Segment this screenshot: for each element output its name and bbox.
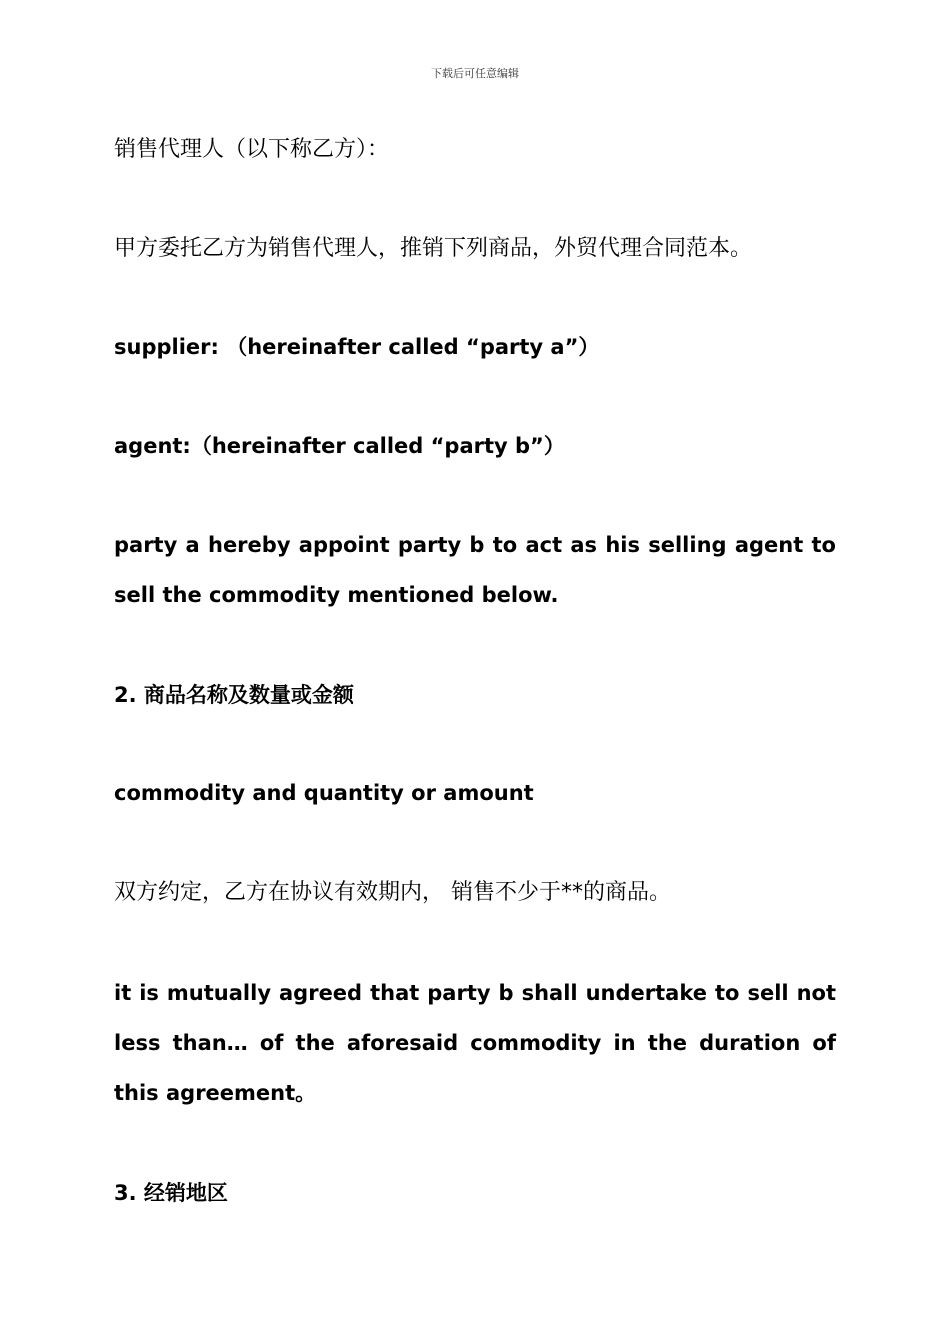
paragraph-sales-agent-zh: 销售代理人（以下称乙方）： <box>114 137 390 162</box>
paragraph-entrust-zh: 甲方委托乙方为销售代理人，推销下列商品，外贸代理合同范本。 <box>114 236 753 261</box>
paragraph-commodity-quantity: commodity and quantity or amount <box>114 781 534 805</box>
section-heading-3: 3. 经销地区 <box>114 1181 228 1205</box>
paragraph-agent: agent:（hereinafter called “party b”） <box>114 434 565 458</box>
section-heading-2: 2. 商品名称及数量或金额 <box>114 683 354 707</box>
paragraph-supplier: supplier: （hereinafter called “party a”） <box>114 335 600 359</box>
paragraph-appoint: party a hereby appoint party b to act as his selling agent to sell the commodity mentioned below. <box>114 533 836 607</box>
page-header-note: 下载后可任意编辑 <box>431 67 519 80</box>
paragraph-mutually-agreed: it is mutually agreed that party b shall undertake to sell not less than… of the aforesaid commodity in the duration of this agreement。 <box>114 981 836 1105</box>
paragraph-agreement-zh: 双方约定，乙方在协议有效期内， 销售不少于**的商品。 <box>114 880 671 905</box>
